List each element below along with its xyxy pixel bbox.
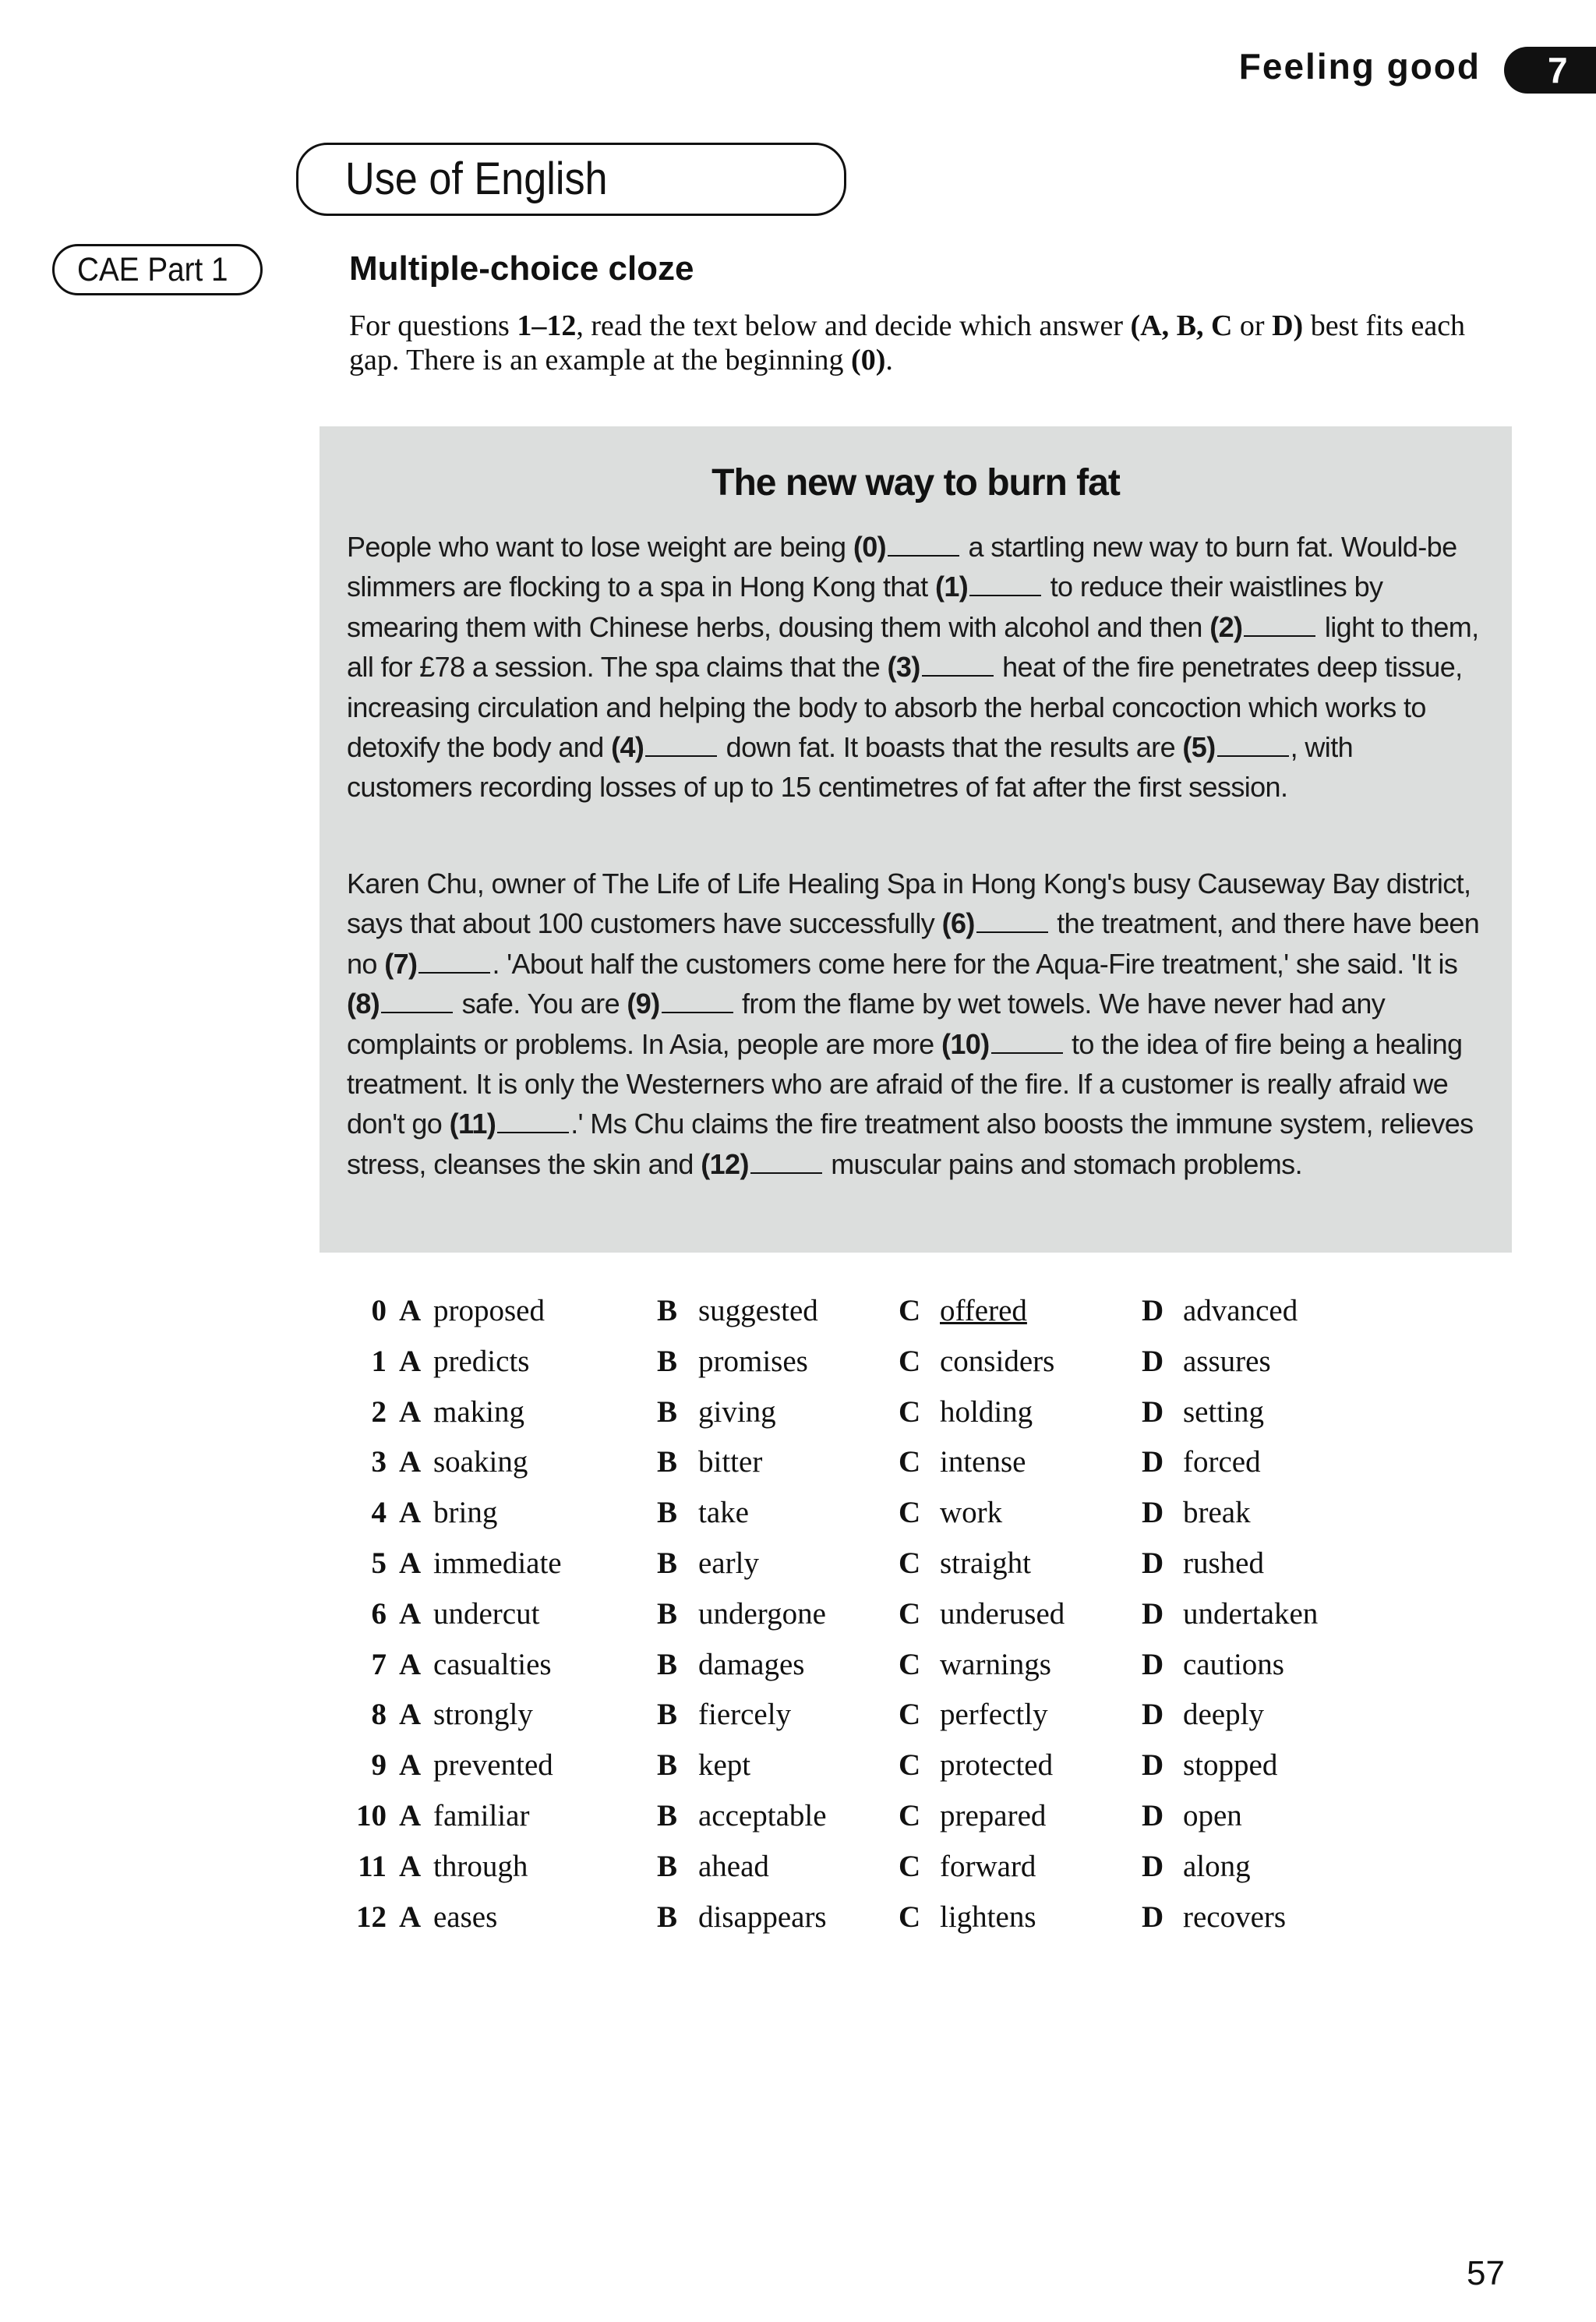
option-letter-d: D <box>1142 1596 1164 1631</box>
option-letter-a: A <box>399 1798 422 1833</box>
gap-number: (9) <box>627 988 660 1020</box>
option-letter-b: B <box>657 1748 678 1783</box>
passage-text: light to them, all for £78 a session. The spa claims that the <box>347 610 1479 684</box>
instructions-example: (0) <box>851 344 886 376</box>
answer-gap <box>991 1051 1063 1054</box>
option-c: protected <box>940 1748 1054 1783</box>
option-a: prevented <box>433 1748 553 1783</box>
option-letter-c: C <box>899 1394 921 1429</box>
option-row <box>0 1488 1596 1539</box>
gap-number: (8) <box>347 988 380 1020</box>
option-row <box>0 1893 1596 1943</box>
option-row <box>0 1589 1596 1640</box>
option-c: intense <box>940 1445 1026 1479</box>
gap-number: (5) <box>1182 731 1216 764</box>
option-b: promises <box>698 1344 808 1378</box>
answer-gap <box>1244 634 1315 637</box>
option-b: fiercely <box>698 1698 792 1732</box>
answer-gap <box>497 1131 569 1133</box>
option-row <box>0 1842 1596 1893</box>
option-row <box>0 1437 1596 1488</box>
option-letter-a: A <box>399 1394 422 1429</box>
option-d: cautions <box>1183 1647 1284 1681</box>
option-letter-b: B <box>657 1344 678 1378</box>
gap-number: (0) <box>853 531 887 563</box>
option-d: open <box>1183 1798 1242 1833</box>
passage-text: muscular pains and stomach problems. <box>823 1147 1302 1180</box>
option-letter-d: D <box>1142 1344 1164 1378</box>
option-c: considers <box>940 1344 1055 1378</box>
option-d: setting <box>1183 1394 1264 1429</box>
option-row <box>0 1791 1596 1842</box>
option-letter-d: D <box>1142 1445 1164 1479</box>
option-letter-a: A <box>399 1496 422 1530</box>
answer-options-table <box>0 1286 1596 1942</box>
question-number: 8 <box>371 1698 387 1732</box>
answer-gap <box>381 1011 453 1013</box>
passage-text: . 'About half the customers come here for the Aqua-Fire treatment,' she said. 'It is <box>492 947 1458 980</box>
option-letter-c: C <box>899 1849 921 1883</box>
chapter-number: 7 <box>1548 50 1568 90</box>
passage-paragraph-1 <box>347 527 1481 808</box>
option-d: recovers <box>1183 1900 1287 1934</box>
passage-text: safe. You are <box>454 988 627 1020</box>
option-a: making <box>433 1394 524 1429</box>
option-letter-b: B <box>657 1798 678 1833</box>
instructions-text: , read the text below and decide which answer <box>576 309 1131 342</box>
answer-gap <box>888 554 959 557</box>
option-letter-a: A <box>399 1698 422 1732</box>
gap-number: (11) <box>449 1108 496 1140</box>
option-letter-b: B <box>657 1394 678 1429</box>
passage-paragraph-2 <box>347 864 1481 1184</box>
option-d: stopped <box>1183 1748 1278 1783</box>
answer-gap <box>922 674 994 677</box>
option-a: through <box>433 1849 528 1883</box>
option-letter-b: B <box>657 1294 678 1327</box>
gap-number: (4) <box>611 731 644 764</box>
option-c: perfectly <box>940 1698 1048 1732</box>
option-letter-c: C <box>899 1698 921 1732</box>
option-b: early <box>698 1546 759 1580</box>
option-letter-d: D <box>1142 1647 1164 1681</box>
option-d: forced <box>1183 1445 1261 1479</box>
option-letter-c: C <box>899 1798 921 1833</box>
gap-number: (6) <box>941 907 975 940</box>
gap-number: (2) <box>1209 610 1243 643</box>
option-letter-a: A <box>399 1596 422 1631</box>
question-number: 1 <box>371 1344 387 1378</box>
option-c: straight <box>940 1546 1031 1580</box>
question-number: 2 <box>371 1394 387 1429</box>
question-number: 11 <box>358 1849 387 1883</box>
option-letter-d: D <box>1142 1748 1164 1783</box>
option-c: warnings <box>940 1647 1051 1681</box>
option-letter-a: A <box>399 1748 422 1783</box>
option-a: bring <box>433 1496 498 1530</box>
option-a: casualties <box>433 1647 552 1681</box>
option-letter-b: B <box>657 1546 678 1580</box>
option-row <box>0 1286 1596 1337</box>
option-d: deeply <box>1183 1698 1264 1732</box>
answer-gap <box>750 1172 822 1174</box>
option-letter-b: B <box>657 1596 678 1631</box>
question-number: 9 <box>371 1748 387 1783</box>
option-letter-a: A <box>399 1900 422 1934</box>
gap-number: (3) <box>887 651 920 684</box>
option-a: soaking <box>433 1445 528 1479</box>
option-row <box>0 1387 1596 1438</box>
question-number: 4 <box>371 1496 387 1530</box>
option-letter-d: D <box>1142 1294 1164 1327</box>
part-label: CAE Part 1 <box>77 251 228 288</box>
option-b: suggested <box>698 1294 818 1327</box>
passage-text: a startling new way to burn fat. Would-be slimmers are flocking to a spa in Hong Kong that <box>347 531 1457 603</box>
option-b: giving <box>698 1394 776 1429</box>
option-c: underused <box>940 1596 1065 1631</box>
passage-text: to reduce their waistlines by smearing them with Chinese herbs, dousing them with alcohol and then <box>347 571 1383 643</box>
option-b: damages <box>698 1647 805 1681</box>
option-d: rushed <box>1183 1546 1264 1580</box>
option-letter-c: C <box>899 1748 921 1783</box>
option-row <box>0 1539 1596 1589</box>
passage-text: down fat. It boasts that the results are <box>719 731 1183 764</box>
instructions-letters: (A, B, C <box>1130 309 1233 342</box>
passage-text: , with customers recording losses of up to 15 centimetres of fat after the first session. <box>347 731 1354 804</box>
gap-number: (1) <box>935 571 969 603</box>
option-letter-a: A <box>399 1849 422 1883</box>
option-a: proposed <box>433 1294 545 1327</box>
passage-text: to the idea of fire being a healing treatment. It is only the Westerners who are afraid of the fire. If a customer is really afraid we don't go <box>347 1027 1463 1140</box>
instructions-text: or <box>1232 309 1273 342</box>
passage-text: People who want to lose weight are being <box>347 531 853 563</box>
option-b: take <box>698 1496 749 1530</box>
question-number: 6 <box>371 1596 387 1631</box>
option-letter-d: D <box>1142 1546 1164 1580</box>
option-c: holding <box>940 1394 1033 1429</box>
instructions-range: 1–12 <box>517 309 577 342</box>
option-letter-d: D <box>1142 1849 1164 1883</box>
option-row <box>0 1640 1596 1691</box>
option-a: familiar <box>433 1798 530 1833</box>
option-letter-d: D <box>1142 1496 1164 1530</box>
option-b: undergone <box>698 1596 826 1631</box>
option-c: work <box>940 1496 1003 1530</box>
option-letter-a: A <box>399 1647 422 1681</box>
answer-gap <box>969 594 1041 596</box>
question-number: 3 <box>371 1445 387 1479</box>
option-letter-b: B <box>657 1647 678 1681</box>
option-letter-b: B <box>657 1698 678 1732</box>
option-c: offered <box>940 1294 1027 1327</box>
option-letter-c: C <box>899 1294 921 1327</box>
question-number: 5 <box>371 1546 387 1580</box>
chapter-title: Feeling good <box>1238 46 1481 87</box>
option-d: advanced <box>1183 1294 1298 1327</box>
option-letter-c: C <box>899 1496 921 1530</box>
instructions-letter-d: D) <box>1272 309 1304 342</box>
option-b: acceptable <box>698 1798 827 1833</box>
option-letter-d: D <box>1142 1798 1164 1833</box>
section-title: Use of English <box>345 154 608 204</box>
option-a: eases <box>433 1900 498 1934</box>
option-letter-b: B <box>657 1445 678 1479</box>
answer-gap <box>645 755 717 757</box>
question-number: 12 <box>356 1900 387 1934</box>
option-row <box>0 1690 1596 1741</box>
task-instructions <box>349 309 1487 377</box>
passage-text: Karen Chu, owner of The Life of Life Healing Spa in Hong Kong's busy Causeway Bay district, says that about 100 customers have successfully <box>347 868 1471 940</box>
option-letter-a: A <box>399 1294 422 1327</box>
option-letter-c: C <box>899 1900 921 1934</box>
answer-gap <box>1217 755 1289 757</box>
answer-gap <box>662 1011 733 1013</box>
option-letter-c: C <box>899 1445 921 1479</box>
option-d: along <box>1183 1849 1251 1883</box>
option-letter-b: B <box>657 1496 678 1530</box>
option-c: prepared <box>940 1798 1047 1833</box>
option-letter-a: A <box>399 1344 422 1378</box>
question-number: 0 <box>371 1294 387 1327</box>
passage-title: The new way to burn fat <box>711 462 1120 504</box>
option-d: break <box>1183 1496 1251 1530</box>
option-row <box>0 1741 1596 1791</box>
option-letter-d: D <box>1142 1394 1164 1429</box>
option-letter-c: C <box>899 1546 921 1580</box>
option-letter-c: C <box>899 1344 921 1378</box>
gap-number: (7) <box>384 947 418 980</box>
option-letter-b: B <box>657 1900 678 1934</box>
option-c: forward <box>940 1849 1036 1883</box>
question-number: 10 <box>356 1798 387 1833</box>
option-b: kept <box>698 1748 751 1783</box>
option-letter-d: D <box>1142 1698 1164 1732</box>
option-letter-a: A <box>399 1546 422 1580</box>
passage-text: from the flame by wet towels. We have never had any complaints or problems. In Asia, people are more <box>347 988 1386 1060</box>
option-row <box>0 1337 1596 1387</box>
option-letter-a: A <box>399 1445 422 1479</box>
option-d: undertaken <box>1183 1596 1319 1631</box>
option-b: bitter <box>698 1445 763 1479</box>
option-a: strongly <box>433 1698 533 1732</box>
option-a: predicts <box>433 1344 530 1378</box>
option-letter-d: D <box>1142 1900 1164 1934</box>
gap-number: (10) <box>941 1027 990 1060</box>
option-letter-b: B <box>657 1849 678 1883</box>
answer-gap <box>976 931 1048 933</box>
passage-text: heat of the fire penetrates deep tissue, increasing circulation and helping the body to absorb the herbal concoction which works to detoxify the body and <box>347 651 1463 764</box>
page-number: 57 <box>1467 2254 1505 2292</box>
task-title: Multiple-choice cloze <box>349 249 694 288</box>
option-b: ahead <box>698 1849 769 1883</box>
option-b: disappears <box>698 1900 827 1934</box>
instructions-text: best fits each gap. There is an example at the beginning <box>349 309 1466 376</box>
answer-gap <box>418 971 490 974</box>
instructions-text: For questions <box>349 309 517 342</box>
option-a: immediate <box>433 1546 562 1580</box>
option-c: lightens <box>940 1900 1036 1934</box>
passage-text: .' Ms Chu claims the fire treatment also boosts the immune system, relieves stress, cleanses the skin and <box>347 1108 1474 1180</box>
option-letter-c: C <box>899 1596 921 1631</box>
gap-number: (12) <box>701 1147 749 1180</box>
option-d: assures <box>1183 1344 1271 1378</box>
question-number: 7 <box>371 1647 387 1681</box>
instructions-text: . <box>885 344 893 376</box>
passage-text: the treatment, and there have been no <box>347 907 1480 980</box>
option-a: undercut <box>433 1596 540 1631</box>
option-letter-c: C <box>899 1647 921 1681</box>
